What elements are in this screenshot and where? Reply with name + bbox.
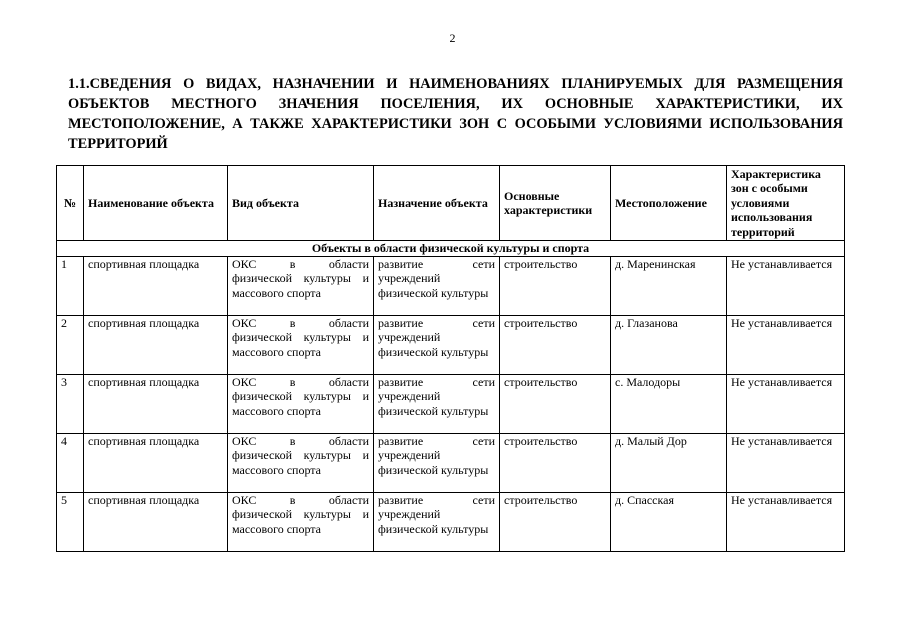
table-row [57,492,845,551]
table-row [57,433,845,492]
cell-name: спортивная площадка [84,256,228,315]
cell-name: спортивная площадка [84,374,228,433]
cell-purpose: развитие сети учреждений физической культуры [374,492,500,551]
header-num: № [57,166,84,241]
cell-zones: Не устанавливается [727,433,845,492]
table-header-row [57,166,845,241]
cell-characteristics: строительство [500,374,611,433]
cell-type: ОКС в области физической культуры и массового спорта [228,315,374,374]
cell-characteristics: строительство [500,315,611,374]
section-heading: 1.1.СВЕДЕНИЯ О ВИДАХ, НАЗНАЧЕНИИ И НАИМЕНОВАНИЯХ ПЛАНИРУЕМЫХ ДЛЯ РАЗМЕЩЕНИЯ ОБЪЕКТОВ МЕСТНОГО ЗНАЧЕНИЯ ПОСЕЛЕНИЯ, ИХ ОСНОВНЫЕ ХАРАКТЕРИСТИКИ, ИХ МЕСТОПОЛОЖЕНИЕ, А ТАКЖЕ ХАРАКТЕРИСТИКИ ЗОН С ОСОБЫМИ УСЛОВИЯМИ ИСПОЛЬЗОВАНИЯ ТЕРРИТОРИЙ [68,76,843,152]
cell-name: спортивная площадка [84,315,228,374]
cell-purpose: развитие сети учреждений физической культуры [374,374,500,433]
cell-name: спортивная площадка [84,433,228,492]
cell-type: ОКС в области физической культуры и массового спорта [228,256,374,315]
cell-zones: Не устанавливается [727,492,845,551]
cell-zones: Не устанавливается [727,315,845,374]
cell-location: д. Спасская [611,492,727,551]
header-location: Местоположение [611,166,727,241]
header-purpose: Назначение объекта [374,166,500,241]
cell-name: спортивная площадка [84,492,228,551]
cell-num: 1 [57,256,84,315]
cell-type: ОКС в области физической культуры и массового спорта [228,374,374,433]
cell-characteristics: строительство [500,433,611,492]
cell-zones: Не устанавливается [727,374,845,433]
cell-purpose: развитие сети учреждений физической культуры [374,433,500,492]
section-row [57,241,845,257]
header-type: Вид объекта [228,166,374,241]
cell-location: д. Маренинская [611,256,727,315]
cell-num: 5 [57,492,84,551]
section-title: Объекты в области физической культуры и спорта [57,241,845,257]
header-zones: Характеристика зон с особыми условиями использования территорий [727,166,845,241]
table-row [57,315,845,374]
table-row [57,374,845,433]
cell-num: 3 [57,374,84,433]
cell-characteristics: строительство [500,492,611,551]
header-characteristics: Основные характеристики [500,166,611,241]
table-row [57,256,845,315]
cell-type: ОКС в области физической культуры и массового спорта [228,492,374,551]
cell-location: д. Глазанова [611,315,727,374]
cell-type: ОКС в области физической культуры и массового спорта [228,433,374,492]
cell-zones: Не устанавливается [727,256,845,315]
header-name: Наименование объекта [84,166,228,241]
page-number: 2 [449,31,456,45]
cell-purpose: развитие сети учреждений физической культуры [374,315,500,374]
cell-num: 2 [57,315,84,374]
planned-objects-table [56,165,845,552]
cell-num: 4 [57,433,84,492]
cell-location: д. Малый Дор [611,433,727,492]
cell-characteristics: строительство [500,256,611,315]
cell-location: с. Малодоры [611,374,727,433]
cell-purpose: развитие сети учреждений физической культуры [374,256,500,315]
